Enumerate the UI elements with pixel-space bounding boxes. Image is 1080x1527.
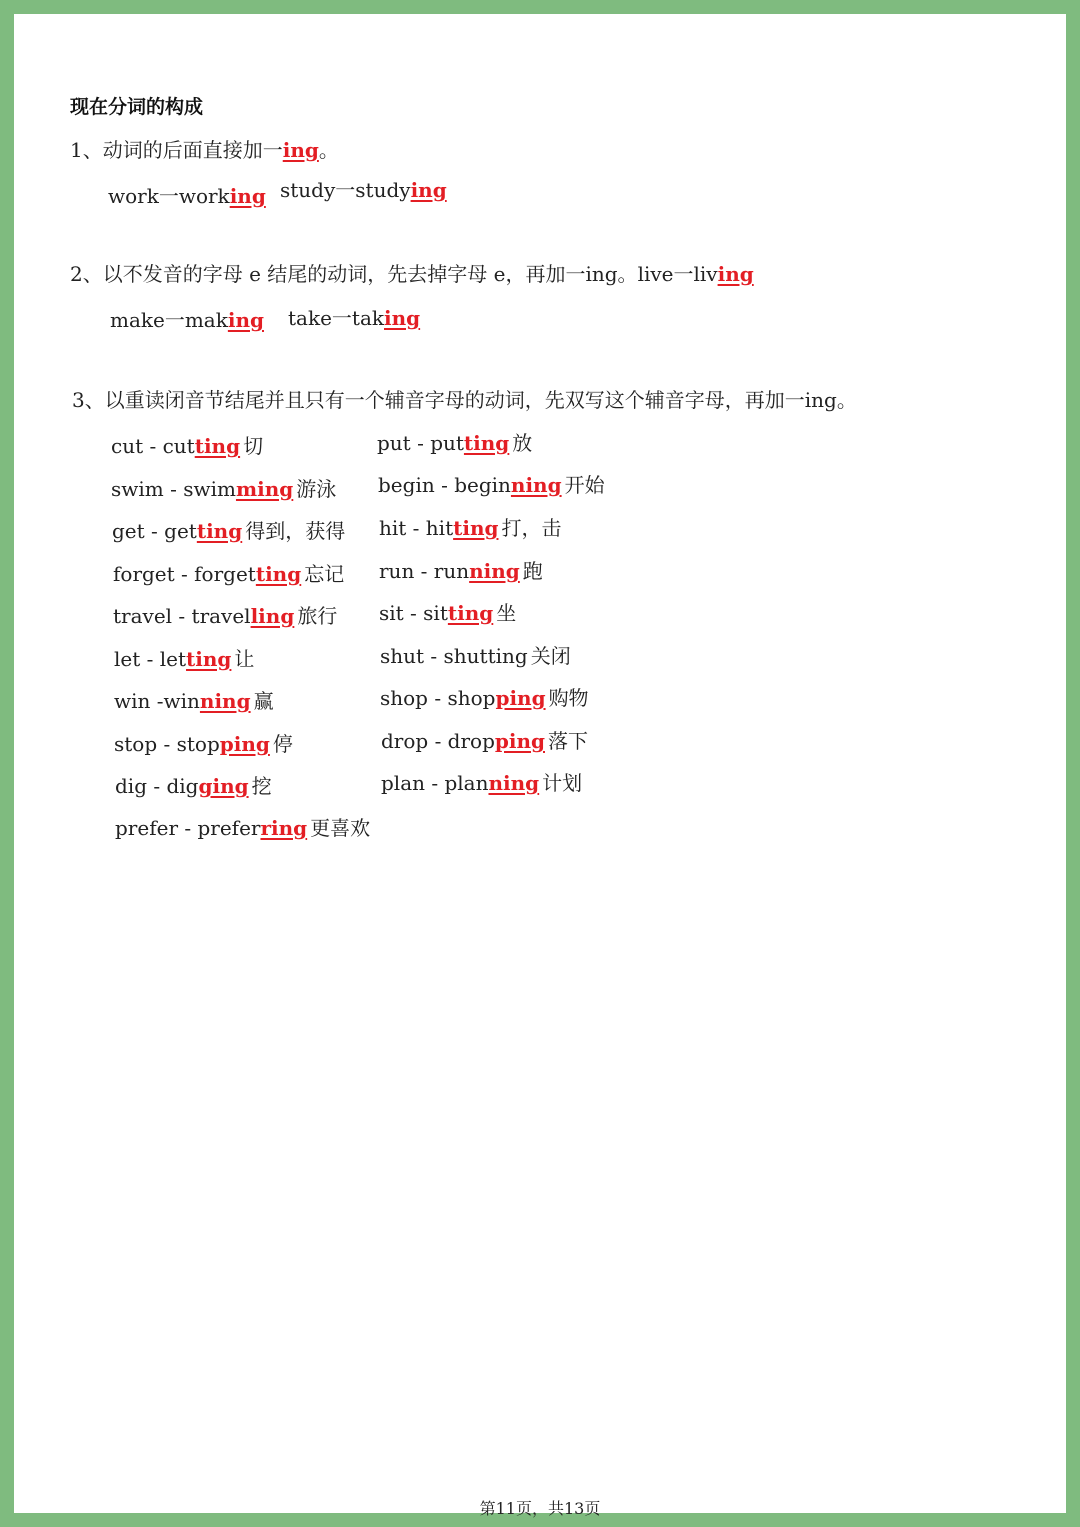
verb-suffix: ting bbox=[463, 431, 510, 455]
verb-meaning: 打，击 bbox=[501, 516, 562, 540]
example-suffix: ing bbox=[384, 306, 421, 330]
verb-row bbox=[114, 685, 274, 714]
verb-meaning: 关闭 bbox=[530, 644, 571, 668]
document-page bbox=[14, 14, 1066, 1518]
verb-meaning: 停 bbox=[272, 732, 293, 756]
verb-row bbox=[378, 469, 605, 498]
verb-base: forget - forget bbox=[113, 562, 256, 586]
example-suffix: ing bbox=[229, 184, 266, 208]
verb-row bbox=[111, 473, 336, 502]
verb-base: cut - cut bbox=[111, 434, 195, 458]
rule3-heading bbox=[72, 384, 857, 413]
verb-meaning: 游泳 bbox=[296, 477, 337, 501]
rule3-text: 以重读闭音节结尾并且只有一个辅音字母的动词，先双写这个辅音字母，再加一ing。 bbox=[104, 388, 857, 412]
verb-meaning: 让 bbox=[234, 647, 255, 671]
verb-suffix: ling bbox=[250, 604, 295, 628]
verb-row bbox=[379, 555, 543, 584]
verb-base: shut - shutting bbox=[380, 644, 528, 668]
example-base: work一work bbox=[108, 184, 230, 208]
rule2-number: 2、 bbox=[70, 262, 103, 286]
rule1-suffix: ing bbox=[282, 138, 319, 162]
verb-meaning: 放 bbox=[512, 431, 533, 455]
verb-base: begin - begin bbox=[378, 473, 511, 497]
verb-row bbox=[380, 682, 589, 711]
example-base: take一tak bbox=[288, 306, 384, 330]
verb-row bbox=[381, 725, 588, 754]
example-base: study一study bbox=[280, 178, 411, 202]
rule1-end: 。 bbox=[318, 138, 339, 162]
verb-row bbox=[379, 597, 516, 626]
verb-base: put - put bbox=[377, 431, 464, 455]
verb-base: get - get bbox=[112, 519, 197, 543]
verb-row bbox=[380, 640, 571, 669]
example-base: make一mak bbox=[110, 308, 228, 332]
verb-suffix: ting bbox=[196, 519, 243, 543]
verb-meaning: 落下 bbox=[548, 729, 588, 753]
verb-suffix: ning bbox=[510, 473, 562, 497]
rule1-heading bbox=[70, 134, 339, 163]
verb-suffix: ring bbox=[260, 816, 308, 840]
rule1-example bbox=[108, 180, 266, 209]
verb-suffix: ting bbox=[447, 601, 494, 625]
verb-meaning: 坐 bbox=[496, 601, 517, 625]
verb-base: hit - hit bbox=[379, 516, 454, 540]
verb-suffix: ting bbox=[255, 562, 302, 586]
example-suffix: ing bbox=[227, 308, 264, 332]
verb-suffix: ting bbox=[453, 516, 499, 540]
verb-base: dig - dig bbox=[115, 774, 199, 798]
verb-suffix: ping bbox=[219, 732, 270, 756]
verb-base: sit - sit bbox=[379, 601, 448, 625]
verb-suffix: ping bbox=[495, 686, 546, 710]
verb-base: plan - plan bbox=[381, 771, 489, 795]
example-suffix: ing bbox=[410, 178, 447, 202]
page-title: 现在分词的构成 bbox=[70, 96, 204, 118]
verb-suffix: ning bbox=[488, 771, 540, 795]
verb-row bbox=[379, 512, 561, 541]
rule3-number: 3、 bbox=[72, 388, 105, 412]
verb-base: win -win bbox=[114, 689, 200, 713]
verb-row bbox=[112, 515, 345, 544]
verb-meaning: 开始 bbox=[564, 473, 605, 497]
verb-meaning: 计划 bbox=[542, 771, 583, 795]
rule2-example bbox=[110, 304, 264, 333]
verb-base: travel - travel bbox=[113, 604, 251, 628]
verb-row bbox=[113, 600, 337, 629]
verb-row bbox=[377, 427, 532, 456]
verb-row bbox=[115, 812, 370, 841]
rule1-text: 动词的后面直接加一 bbox=[102, 138, 283, 162]
verb-row bbox=[115, 770, 272, 799]
rule2-heading bbox=[70, 258, 754, 287]
verb-meaning: 更喜欢 bbox=[310, 816, 371, 840]
verb-meaning: 购物 bbox=[548, 686, 589, 710]
verb-base: stop - stop bbox=[114, 732, 220, 756]
verb-base: drop - drop bbox=[381, 729, 495, 753]
verb-row bbox=[114, 643, 254, 672]
verb-base: run - run bbox=[379, 559, 470, 583]
verb-meaning: 跑 bbox=[522, 559, 543, 583]
verb-suffix: ting bbox=[186, 647, 232, 671]
verb-base: prefer - prefer bbox=[115, 816, 261, 840]
verb-suffix: ning bbox=[469, 559, 520, 583]
verb-meaning: 得到，获得 bbox=[245, 519, 346, 543]
rule1-number: 1、 bbox=[70, 138, 103, 162]
verb-base: swim - swim bbox=[111, 477, 236, 501]
rule2-text: 以不发音的字母 e 结尾的动词，先去掉字母 e，再加一ing。 bbox=[102, 262, 638, 286]
verb-row bbox=[114, 728, 293, 757]
verb-meaning: 切 bbox=[243, 434, 264, 458]
verb-meaning: 挖 bbox=[251, 774, 272, 798]
verb-suffix: ting bbox=[194, 434, 241, 458]
verb-base: shop - shop bbox=[380, 686, 496, 710]
verb-suffix: ning bbox=[199, 689, 251, 713]
page-number: 第11页，共13页 bbox=[479, 1499, 601, 1518]
verb-row bbox=[381, 767, 582, 796]
verb-base: let - let bbox=[114, 647, 187, 671]
verb-row bbox=[111, 430, 263, 459]
verb-suffix: ging bbox=[198, 774, 249, 798]
verb-suffix: ming bbox=[235, 477, 294, 501]
verb-row bbox=[113, 558, 344, 587]
verb-meaning: 忘记 bbox=[304, 562, 345, 586]
verb-meaning: 赢 bbox=[253, 689, 274, 713]
rule2-example bbox=[288, 302, 420, 331]
rule2-inline-base: live一liv bbox=[637, 262, 718, 286]
rule2-inline-suffix: ing bbox=[717, 262, 754, 286]
verb-meaning: 旅行 bbox=[297, 604, 338, 628]
rule1-example bbox=[280, 174, 447, 203]
verb-suffix: ping bbox=[494, 729, 545, 753]
